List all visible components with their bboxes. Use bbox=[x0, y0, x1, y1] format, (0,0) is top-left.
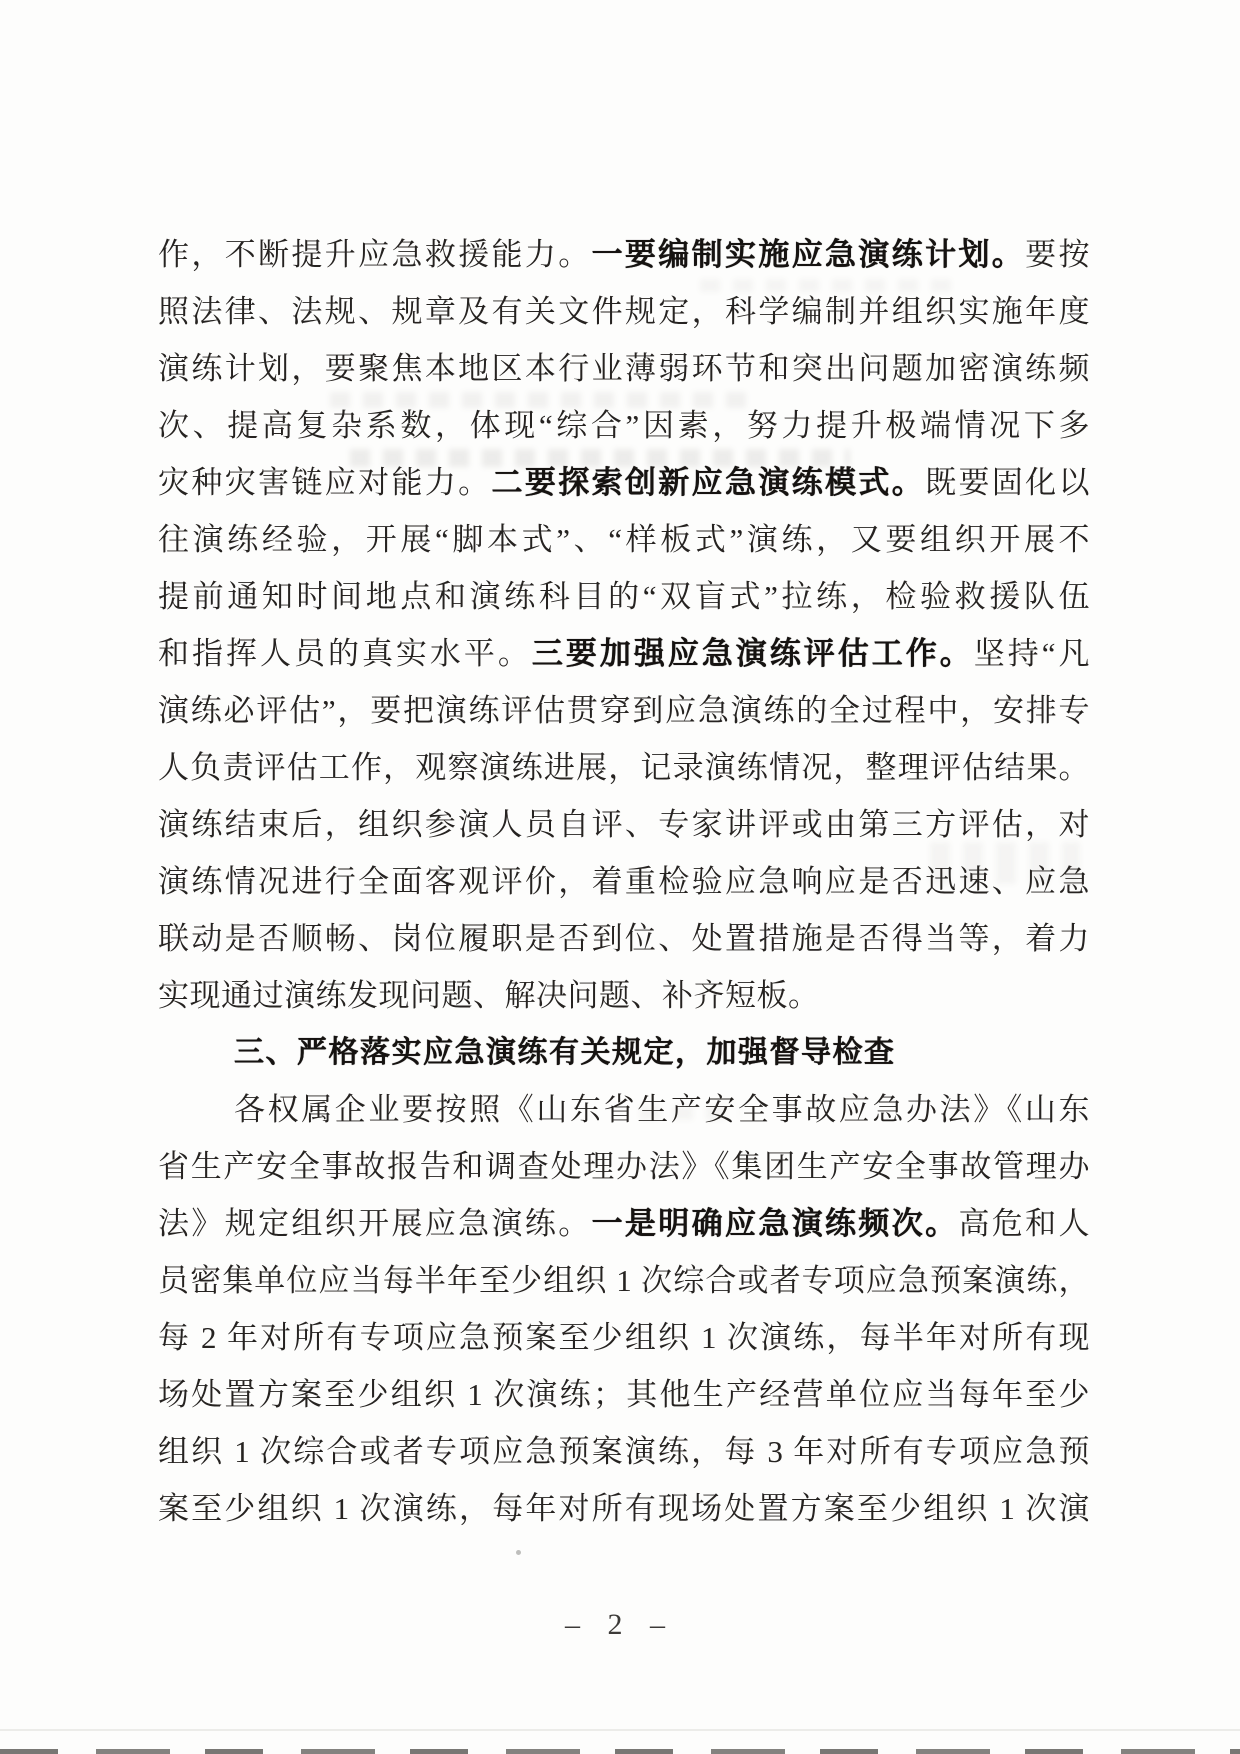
body-text: 灾种灾害链应对能力。 bbox=[158, 465, 492, 500]
body-text: 演练情况进行全面客观评价，着重检验应急响应是否迅速、应急 bbox=[158, 864, 1090, 899]
body-text: 场处置方案至少组织 1 次演练；其他生产经营单位应当每年至少 bbox=[158, 1377, 1090, 1412]
scan-faint-line bbox=[0, 1729, 1240, 1731]
text-line bbox=[158, 910, 1090, 967]
body-text: 人负责评估工作，观察演练进展，记录演练情况，整理评估结果。 bbox=[158, 750, 1090, 785]
body-text: 员密集单位应当每半年至少组织 1 次综合或者专项应急预案演练， bbox=[158, 1263, 1090, 1298]
body-text: 坚持“凡 bbox=[973, 636, 1090, 671]
text-line bbox=[158, 853, 1090, 910]
emphasis-text: 二要探索创新应急演练模式。 bbox=[491, 465, 926, 500]
body-text: 联动是否顺畅、岗位履职是否到位、处置措施是否得当等，着力 bbox=[158, 921, 1090, 956]
text-line bbox=[158, 796, 1090, 853]
text-line bbox=[158, 1195, 1090, 1252]
text-line bbox=[158, 967, 1090, 1024]
text-line bbox=[158, 454, 1090, 511]
text-line bbox=[158, 1480, 1090, 1537]
body-text: 实现通过演练发现问题、解决问题、补齐短板。 bbox=[158, 978, 820, 1013]
body-text: 组织 1 次综合或者专项应急预案演练，每 3 年对所有专项应急预 bbox=[158, 1434, 1090, 1469]
body-text: 省生产安全事故报告和调查处理办法》《集团生产安全事故管理办 bbox=[158, 1149, 1090, 1184]
body-text: 法》规定组织开展应急演练。 bbox=[158, 1206, 592, 1241]
text-line bbox=[158, 682, 1090, 739]
text-line bbox=[158, 1252, 1090, 1309]
section-heading bbox=[158, 1024, 1090, 1081]
document-text-block bbox=[158, 226, 1090, 1537]
text-line bbox=[158, 1138, 1090, 1195]
text-line bbox=[158, 568, 1090, 625]
scan-edge bbox=[0, 1749, 1240, 1754]
body-text: 各权属企业要按照《山东省生产安全事故应急办法》《山东 bbox=[234, 1092, 1090, 1127]
body-text: 次、提高复杂系数，体现“综合”因素，努力提升极端情况下多 bbox=[158, 408, 1090, 443]
page-number: – 2 – bbox=[565, 1608, 675, 1641]
body-text: 案至少组织 1 次演练，每年对所有现场处置方案至少组织 1 次演 bbox=[158, 1491, 1090, 1526]
emphasis-text: 三要加强应急演练评估工作。 bbox=[531, 636, 974, 671]
body-text: 每 2 年对所有专项应急预案至少组织 1 次演练，每半年对所有现 bbox=[158, 1320, 1090, 1355]
body-text: 作，不断提升应急救援能力。 bbox=[158, 237, 592, 272]
text-line bbox=[158, 226, 1090, 283]
text-line bbox=[158, 1423, 1090, 1480]
emphasis-text: 一要编制实施应急演练计划。 bbox=[591, 237, 1026, 272]
text-line bbox=[158, 511, 1090, 568]
body-text: 演练结束后，组织参演人员自评、专家讲评或由第三方评估，对 bbox=[158, 807, 1090, 842]
emphasis-text: 三、严格落实应急演练有关规定，加强督导检查 bbox=[234, 1036, 896, 1069]
body-text: 提前通知时间地点和演练科目的“双盲式”拉练，检验救援队伍 bbox=[158, 579, 1090, 614]
body-text: 照法律、法规、规章及有关文件规定，科学编制并组织实施年度 bbox=[158, 294, 1090, 329]
emphasis-text: 一是明确应急演练频次。 bbox=[591, 1206, 959, 1241]
body-text: 要按 bbox=[1025, 237, 1091, 272]
text-line bbox=[158, 283, 1090, 340]
body-text: 往演练经验，开展“脚本式”、“样板式”演练，又要组织开展不 bbox=[158, 522, 1090, 557]
text-line bbox=[158, 625, 1090, 682]
text-line bbox=[158, 340, 1090, 397]
text-line bbox=[158, 397, 1090, 454]
body-text: 和指挥人员的真实水平。 bbox=[158, 636, 532, 671]
body-text: 既要固化以 bbox=[925, 465, 1091, 500]
scan-speck bbox=[516, 1550, 521, 1555]
text-line bbox=[158, 739, 1090, 796]
body-text: 高危和人 bbox=[958, 1206, 1091, 1241]
body-text: 演练计划，要聚焦本地区本行业薄弱环节和突出问题加密演练频 bbox=[158, 351, 1090, 386]
text-line bbox=[158, 1081, 1090, 1138]
text-line bbox=[158, 1309, 1090, 1366]
text-line bbox=[158, 1366, 1090, 1423]
body-text: 演练必评估”，要把演练评估贯穿到应急演练的全过程中，安排专 bbox=[158, 693, 1090, 728]
